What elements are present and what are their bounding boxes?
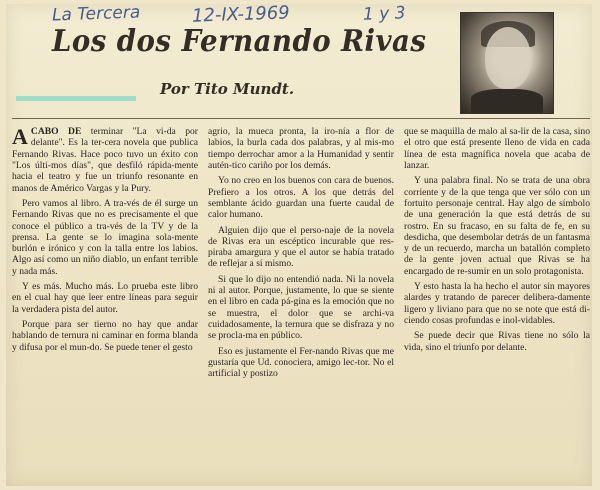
paragraph: Y una palabra final. No se trata de una obra corriente y de la que tenga que ver sólo con un fortuito personaje central. Hay algo de símbolo de una generación la que está detrás de su rostro. En su fracaso, en su falta de fe, en su desdicha, que desembolar detrás de un fantasma y de un recuerdo, marcha un batallón completo de la gente joven actual que Rivas se ha encargado de re-sumir en un solo protagonista. xyxy=(404,175,590,277)
highlighter-mark xyxy=(16,96,136,101)
article-column-2 xyxy=(208,126,394,482)
handwritten-date-note: 12-IX-1969 xyxy=(191,2,291,27)
paragraph: Se puede decir que Rivas tiene no sólo la vida, sino el triunfo por delante. xyxy=(404,330,590,353)
paragraph: Alguien dijo que el perso-naje de la novela de Rivas era un escéptico incurable que res-piraba amargura y que el autor se había tratado de reflejar a sí mismo. xyxy=(208,224,394,270)
paragraph: Eso es justamente el Fer-nando Rivas que me gustaría que Ud. conociera, amigo lec-tor. No el artificial y postizo xyxy=(208,345,394,380)
paragraph: que se maquilla de malo al sa-lir de la casa, sino el otro que está presente lleno de vida en cada línea de esta magnífica novela que acaba de lanzar. xyxy=(404,126,590,171)
paragraph: Y esto hasta la ha hecho el autor sin mayores alardes y tratando de parecer delibera-damente ligero y liviano para que no se note que está di-ciendo cosas profundas e inol-vidables. xyxy=(404,281,590,326)
article-body xyxy=(12,126,590,482)
author-photo xyxy=(460,12,554,114)
paragraph: Porque para ser tierno no hay que andar hablando de ternura ni caminar en forma blanda y difusa por el mun-do. Se puede tener el gesto xyxy=(12,319,198,353)
paragraph: Yo no creo en los buenos con cara de buenos. Prefiero a los otros. A los que detrás del semblante ácido guardan una fuerte caudal de calor humano. xyxy=(208,175,394,221)
photo-collar-shape xyxy=(471,89,543,113)
header-divider xyxy=(12,118,590,119)
article-byline: Por Tito Mundt. xyxy=(160,80,295,98)
article-column-3 xyxy=(404,126,590,482)
paragraph: Y es más. Mucho más. Lo prueba este libro en el cual hay que leer entre líneas para seguir la verdadera pista del autor. xyxy=(12,281,198,315)
paragraph: agrio, la mueca pronta, la iro-nía a flor de labios, la burla cada dos palabras, y al mis-mo tiempo derrochar amor a la Humanidad y sentir autén-tico cariño por los demás. xyxy=(208,126,394,171)
handwritten-source-note: La Tercera xyxy=(51,2,141,26)
article-column-1 xyxy=(12,126,198,482)
article-headline: Los dos Fernando Rivas xyxy=(52,24,427,59)
handwritten-page-note: 1 y 3 xyxy=(362,3,406,25)
paragraph: Pero vamos al libro. A tra-vés de él surge un Fernando Rivas que no es precisamente el que conoce el público a tra-vés de la TV y de la prensa. La gente se lo imagina sola-mente burlón e irónico y con la talla entre los labios. Algo así como un niño diablo, un enfant terrible y nada más. xyxy=(12,197,198,277)
photo-face-shape xyxy=(485,27,531,89)
drop-cap: A xyxy=(12,126,28,149)
paragraph xyxy=(12,126,198,194)
paragraph: Si que lo dijo no entendió nada. Ni la novela ni al autor. Porque, justamente, lo que se siente en el libro en cada pá-gina es la emoción que no se muestra, el dolor que se archi-va cuidadosamente, la ternura que se disfraza y no se procla-ma en público. xyxy=(208,273,394,342)
paragraph-text: terminar "La vi-da por delante". Es la ter-cera novela que publica Fernando Rivas. Hace poco tuvo un éxito con "Los últi-mos días", que desfiló rápida-mente hacia el teatro y fue un triunfo resonante en manos de Américo Vargas y la Pury. xyxy=(12,126,198,194)
lead-caps: CABO DE xyxy=(30,126,82,137)
